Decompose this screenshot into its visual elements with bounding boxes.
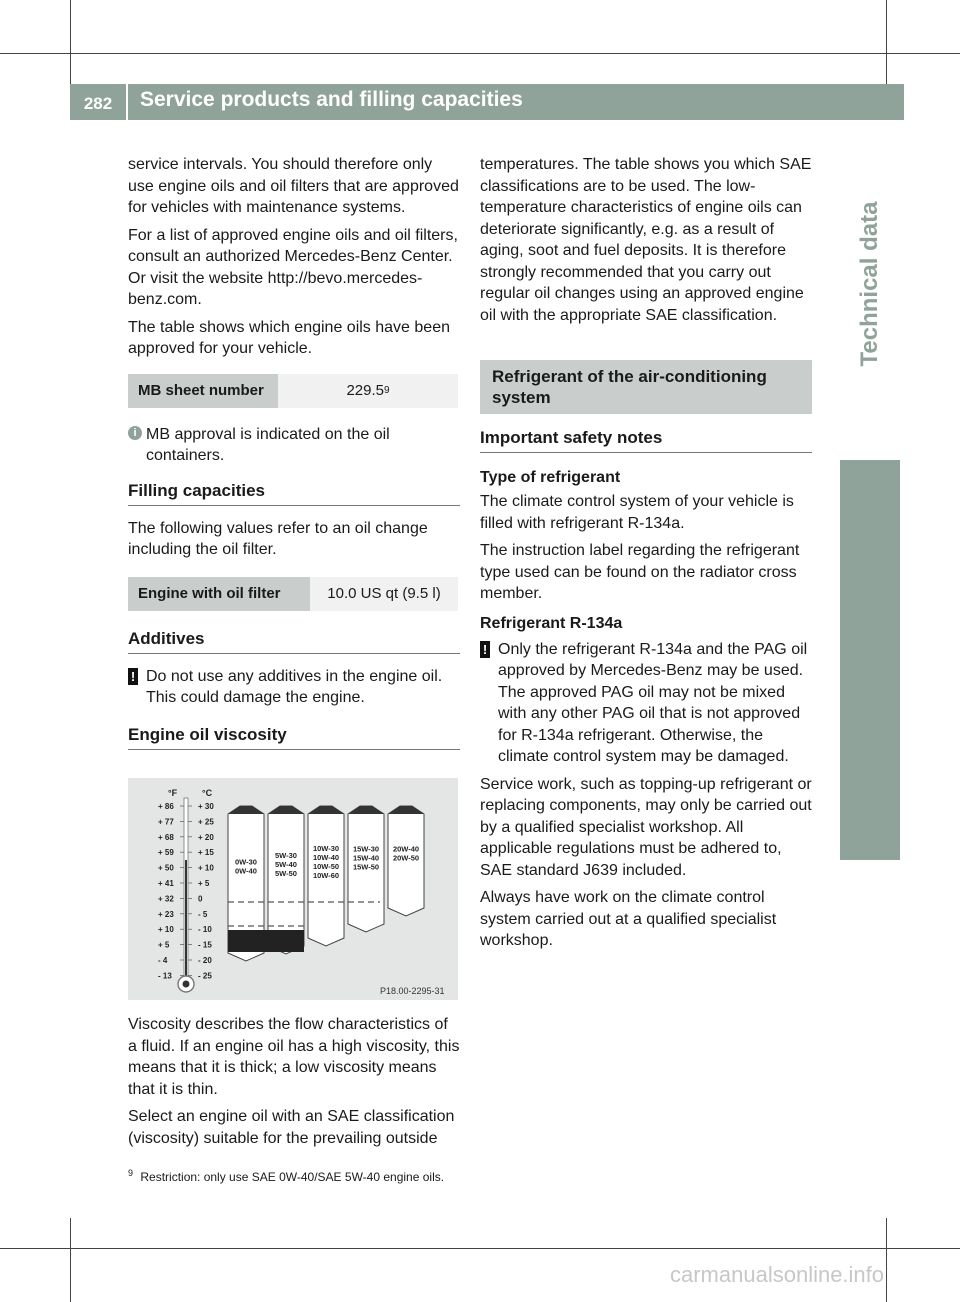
- temp-f-label: - 4: [158, 956, 168, 965]
- left-column-bottom: [128, 1014, 460, 1149]
- grade-label: 5W-30: [275, 850, 297, 860]
- unit-c-label: °C: [202, 788, 213, 798]
- warning-icon: !: [128, 668, 138, 685]
- temp-c-label: + 25: [198, 817, 214, 827]
- temp-f-label: + 77: [158, 817, 174, 827]
- temp-c-label: - 15: [198, 940, 212, 950]
- crop-mark: [70, 1218, 71, 1302]
- info-note: [128, 424, 460, 467]
- temp-c-label: + 20: [198, 832, 214, 842]
- side-label-text: Technical data: [856, 201, 883, 367]
- grade-label: 15W-30: [352, 844, 380, 854]
- temp-c-label: + 10: [198, 863, 214, 873]
- temp-f-label: - 13: [158, 971, 172, 981]
- subheading-type: Type of refrigerant: [480, 469, 621, 486]
- grade-label: 0W-30: [235, 857, 257, 867]
- viscosity-chart: [128, 778, 458, 1000]
- right-column: [480, 154, 812, 952]
- crop-mark: [886, 1218, 887, 1302]
- paragraph: Viscosity describes the flow characteristics of a fluid. If an engine oil has a high viscosity, this means that it is thick; a low viscosity means that it is thin.: [128, 1016, 460, 1098]
- watermark: carmanualsonline.info: [670, 1262, 885, 1287]
- temp-c-label: + 15: [198, 848, 214, 858]
- crop-mark: [70, 0, 71, 84]
- grade-label: 0W-40: [235, 866, 257, 876]
- temp-f-label: + 32: [158, 894, 174, 904]
- section-heading-filling: Filling capacities: [128, 481, 460, 506]
- temp-c-label: - 5: [198, 909, 208, 919]
- unit-f-label: °F: [168, 788, 178, 798]
- grade-label: 15W-50: [352, 862, 380, 872]
- thermometer-bulb-core: [183, 981, 190, 988]
- footnote: [128, 1168, 444, 1184]
- table-key: MB sheet number: [128, 374, 278, 408]
- footnote-number: 9: [128, 1168, 134, 1178]
- temp-f-label: + 86: [158, 802, 174, 811]
- temp-c-label: - 10: [198, 925, 212, 935]
- grade-label: 10W-30: [312, 844, 340, 854]
- footnote-ref: 9: [383, 385, 390, 396]
- table-value-text: 229.5: [346, 382, 384, 399]
- figure-reference: P18.00-2295-31: [380, 986, 445, 996]
- paragraph: The following values refer to an oil change including the oil filter.: [128, 519, 428, 558]
- grade-label: 20W-40: [392, 844, 420, 854]
- paragraph: Select an engine oil with an SAE classification (viscosity) suitable for the prevailing outside: [128, 1108, 455, 1147]
- paragraph: service intervals. You should therefore only use engine oils and oil filters that are approved for vehicles with maintenance systems.: [128, 156, 459, 216]
- page-number: 282: [70, 84, 126, 120]
- temp-f-label: + 41: [158, 879, 174, 888]
- warning-note: [128, 666, 460, 709]
- paragraph: Always have work on the climate control system carried out at a qualified specialist workshop.: [480, 889, 777, 949]
- temp-c-label: + 30: [198, 802, 214, 811]
- page-title: Service products and filling capacities: [140, 88, 523, 111]
- warning-icon: !: [480, 641, 490, 658]
- table-key: Engine with oil filter: [128, 577, 310, 611]
- paragraph: The table shows which engine oils have been approved for your vehicle.: [128, 318, 450, 357]
- paragraph: Service work, such as topping-up refrigerant or replacing components, may only be carried out by a qualified specialist workshop. All applicable regulations must be adhered to, SAE standard J639 included.: [480, 775, 812, 879]
- paragraph: For a list of approved engine oils and oil filters, consult an authorized Mercedes-Benz Center. Or visit the website http://bevo.mercedes-benz.com.: [128, 226, 458, 308]
- table-value: [278, 374, 458, 408]
- temp-c-label: + 5: [198, 879, 210, 888]
- temp-c-label: - 25: [198, 971, 212, 981]
- section-heading-additives: Additives: [128, 629, 460, 654]
- filling-table: [128, 577, 460, 611]
- grade-label: 5W-50: [275, 868, 297, 878]
- grade-label: 15W-40: [352, 853, 380, 863]
- mb-sheet-table: [128, 374, 460, 408]
- section-heading-refrigerant: Refrigerant of the air-conditioning system: [480, 360, 812, 414]
- crop-mark: [0, 53, 960, 54]
- temp-f-label: + 5: [158, 940, 170, 950]
- grade-columns: [228, 806, 424, 961]
- temp-c-label: - 20: [198, 956, 212, 965]
- crop-mark: [886, 0, 887, 84]
- temp-f-label: + 59: [158, 848, 174, 858]
- footnote-text: Restriction: only use SAE 0W-40/SAE 5W-40 engine oils.: [140, 1170, 445, 1184]
- warning-note-text: Do not use any additives in the engine oil. This could damage the engine.: [146, 667, 443, 706]
- subheading-r134a: Refrigerant R-134a: [480, 614, 623, 632]
- grade-label: 10W-60: [312, 871, 340, 881]
- grade-label: 20W-50: [392, 853, 420, 863]
- temp-c-label: 0: [198, 894, 203, 904]
- info-note-text: MB approval is indicated on the oil containers.: [146, 425, 390, 464]
- info-icon: i: [128, 426, 142, 440]
- table-value: 10.0 US qt (9.5 l): [310, 577, 458, 611]
- paragraph: The instruction label regarding the refrigerant type used can be found on the radiator cross member.: [480, 542, 800, 602]
- section-heading-viscosity: Engine oil viscosity: [128, 725, 460, 750]
- crop-mark: [0, 1248, 960, 1249]
- paragraph: The climate control system of your vehicle is filled with refrigerant R-134a.: [480, 493, 794, 532]
- left-column: [128, 154, 460, 750]
- temp-f-label: + 50: [158, 863, 174, 873]
- thermometer-mercury: [185, 860, 187, 978]
- viscosity-chart-svg: [128, 778, 458, 1000]
- grade-label: 10W-40: [312, 853, 340, 863]
- side-label: [840, 120, 910, 460]
- temp-f-label: + 68: [158, 832, 174, 842]
- temp-f-label: + 23: [158, 909, 174, 919]
- section-heading-safety: Important safety notes: [480, 428, 812, 453]
- low-temp-band: [228, 930, 304, 952]
- temp-f-label: + 10: [158, 925, 174, 935]
- side-tab: [840, 460, 900, 860]
- warning-note-text: Only the refrigerant R-134a and the PAG oil approved by Mercedes-Benz may be used. The approved PAG oil may not be mixed with any other PAG oil that is not approved for R-134a refrigerant. Otherwise, the climate control system may be damaged.: [498, 640, 808, 765]
- paragraph: temperatures. The table shows you which SAE classifications are to be used. The low-temperature characteristics of engine oils can deteriorate significantly, e.g. as a result of aging, soot and fuel deposits. It is therefore strongly recommended that you carry out regular oil changes using an approved engine oil with the appropriate SAE classification.: [480, 156, 812, 324]
- grade-label: 10W-50: [312, 862, 340, 872]
- warning-note: [480, 639, 812, 768]
- grade-label: 5W-40: [275, 859, 297, 869]
